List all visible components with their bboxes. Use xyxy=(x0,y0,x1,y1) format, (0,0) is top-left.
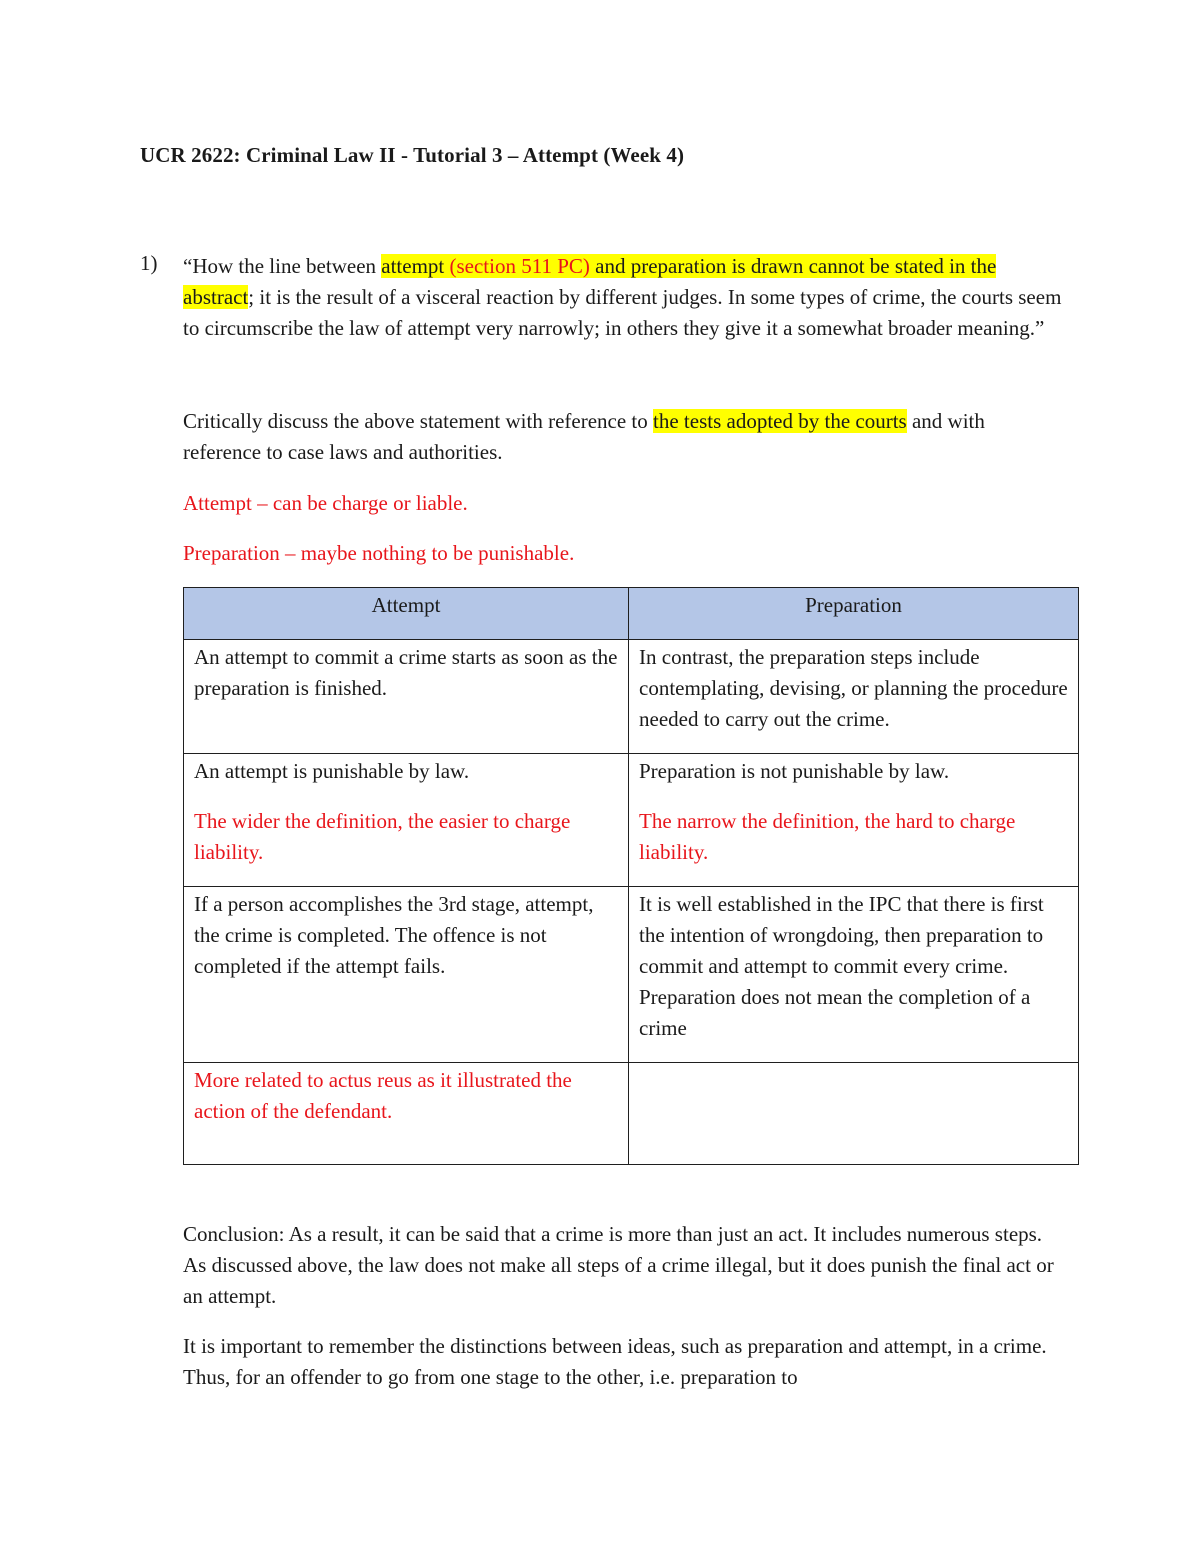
preparation-text: Preparation is not punishable by law. xyxy=(639,759,950,783)
question-number: 1) xyxy=(140,251,158,275)
highlight-attempt: attempt xyxy=(381,254,450,278)
highlight-section: (section 511 PC) xyxy=(449,254,590,278)
preparation-cell: It is well established in the IPC that there is first the intention of wrongdoing, then preparation to commit and attempt to commit every crime. Preparation does not mean the completion of a crime xyxy=(629,887,1079,1063)
comparison-table xyxy=(183,587,1079,1165)
preparation-cell xyxy=(629,754,1079,887)
quote-open: “How the line between xyxy=(183,254,382,278)
table-row xyxy=(184,1063,1079,1165)
preparation-note: The narrow the definition, the hard to charge liability. xyxy=(639,809,1016,864)
question-quote xyxy=(183,251,1063,344)
task-post: and with reference to case laws and authorities. xyxy=(183,409,985,464)
question-task xyxy=(183,406,1063,468)
preparation-cell xyxy=(629,1063,1079,1165)
attempt-note: The wider the definition, the easier to charge liability. xyxy=(194,809,571,864)
table-header-row xyxy=(184,588,1079,640)
task-pre: Critically discuss the above statement with reference to xyxy=(183,409,654,433)
highlight-rest: and preparation is drawn cannot be stated in the abstract xyxy=(183,254,997,309)
attempt-cell: More related to actus reus as it illustrated the action of the defendant. xyxy=(184,1063,629,1165)
note-preparation: Preparation – maybe nothing to be punishable. xyxy=(183,541,575,565)
table-row xyxy=(184,887,1079,1063)
attempt-cell xyxy=(184,754,629,887)
header-preparation: Preparation xyxy=(629,588,1079,640)
preparation-cell: In contrast, the preparation steps include contemplating, devising, or planning the procedure needed to carry out the crime. xyxy=(629,640,1079,754)
attempt-text: An attempt is punishable by law. xyxy=(194,759,470,783)
conclusion-paragraph: Conclusion: As a result, it can be said that a crime is more than just an act. It includes numerous steps. As discussed above, the law does not make all steps of a crime illegal, but it does punish the final act or an attempt. xyxy=(183,1222,1054,1308)
document-title: UCR 2622: Criminal Law II - Tutorial 3 – Attempt (Week 4) xyxy=(140,143,685,167)
attempt-cell: An attempt to commit a crime starts as soon as the preparation is finished. xyxy=(184,640,629,754)
quote-rest: ; it is the result of a visceral reaction by different judges. In some types of crime, the courts seem to circumscribe the law of attempt very narrowly; in others they give it a somewhat broader meaning.” xyxy=(183,285,1062,340)
table-row xyxy=(184,754,1079,887)
header-attempt: Attempt xyxy=(184,588,629,640)
note-attempt: Attempt – can be charge or liable. xyxy=(183,491,468,515)
table-row xyxy=(184,640,1079,754)
attempt-cell: If a person accomplishes the 3rd stage, attempt, the crime is completed. The offence is not completed if the attempt fails. xyxy=(184,887,629,1063)
final-paragraph: It is important to remember the distinctions between ideas, such as preparation and attempt, in a crime. Thus, for an offender to go from one stage to the other, i.e. preparation to xyxy=(183,1334,1047,1389)
task-highlight: the tests adopted by the courts xyxy=(653,409,907,433)
